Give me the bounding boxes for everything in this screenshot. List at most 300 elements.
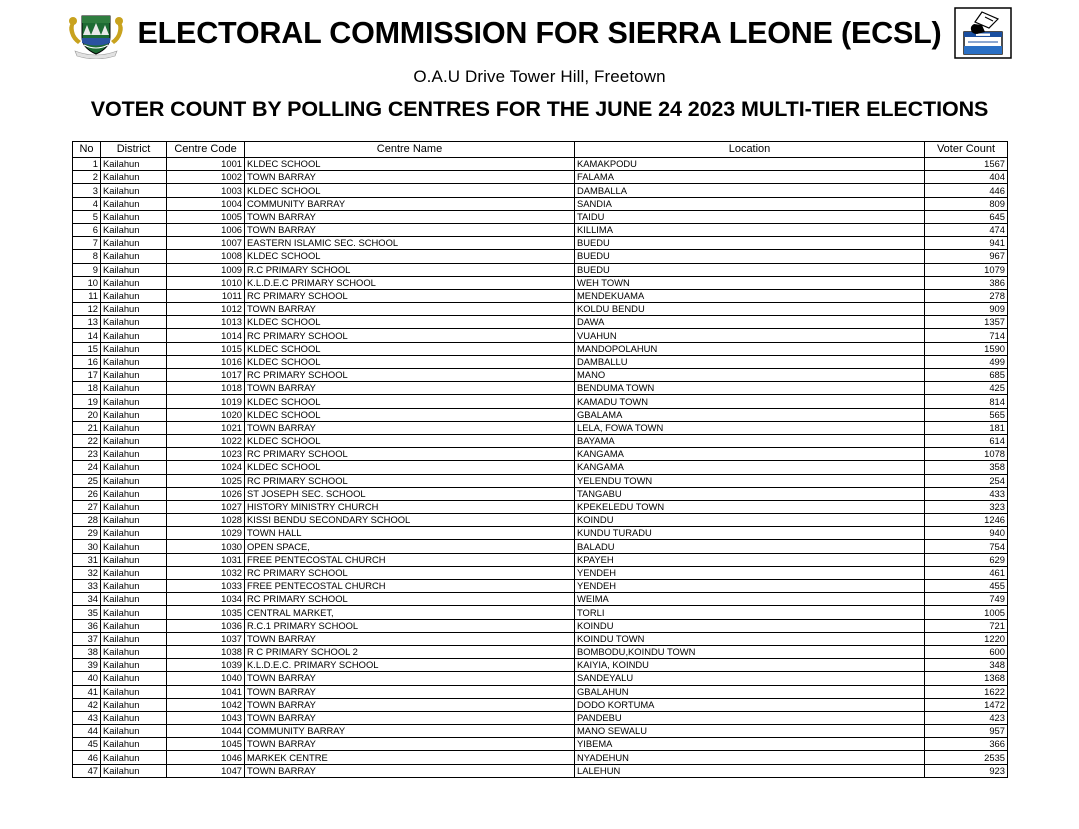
cell-location: YENDEH — [575, 580, 925, 593]
cell-no: 15 — [73, 342, 101, 355]
cell-voter-count: 1567 — [925, 158, 1008, 171]
table-header-row — [73, 142, 1008, 158]
cell-district: Kailahun — [101, 289, 167, 302]
cell-location: BUEDU — [575, 237, 925, 250]
cell-location: DODO KORTUMA — [575, 698, 925, 711]
cell-centre-code: 1011 — [167, 289, 245, 302]
cell-location: GBALAMA — [575, 408, 925, 421]
cell-centre-code: 1041 — [167, 685, 245, 698]
cell-centre-name: MARKEK CENTRE — [245, 751, 575, 764]
document-header — [0, 0, 1079, 122]
table-row — [73, 276, 1008, 289]
cell-voter-count: 923 — [925, 764, 1008, 777]
cell-no: 35 — [73, 606, 101, 619]
cell-district: Kailahun — [101, 487, 167, 500]
table-row — [73, 421, 1008, 434]
cell-centre-code: 1021 — [167, 421, 245, 434]
cell-location: KOINDU — [575, 514, 925, 527]
cell-centre-code: 1045 — [167, 738, 245, 751]
cell-centre-name: TOWN BARRAY — [245, 764, 575, 777]
table-header — [73, 142, 1008, 158]
table-row — [73, 197, 1008, 210]
cell-centre-name: OPEN SPACE, — [245, 540, 575, 553]
cell-no: 24 — [73, 461, 101, 474]
title-row — [0, 6, 1079, 60]
cell-voter-count: 749 — [925, 593, 1008, 606]
cell-no: 32 — [73, 566, 101, 579]
table-row — [73, 408, 1008, 421]
cell-location: KOLDU BENDU — [575, 303, 925, 316]
cell-location: WEIMA — [575, 593, 925, 606]
cell-voter-count: 1357 — [925, 316, 1008, 329]
table-row — [73, 672, 1008, 685]
table-row — [73, 632, 1008, 645]
cell-centre-name: RC PRIMARY SCHOOL — [245, 474, 575, 487]
table-row — [73, 580, 1008, 593]
cell-centre-code: 1047 — [167, 764, 245, 777]
cell-location: KUNDU TURADU — [575, 527, 925, 540]
cell-voter-count: 1005 — [925, 606, 1008, 619]
organization-address: O.A.U Drive Tower Hill, Freetown — [413, 67, 666, 86]
cell-no: 6 — [73, 223, 101, 236]
cell-centre-code: 1026 — [167, 487, 245, 500]
cell-centre-code: 1010 — [167, 276, 245, 289]
cell-district: Kailahun — [101, 685, 167, 698]
cell-voter-count: 1622 — [925, 685, 1008, 698]
cell-voter-count: 181 — [925, 421, 1008, 434]
cell-voter-count: 358 — [925, 461, 1008, 474]
cell-no: 22 — [73, 434, 101, 447]
cell-voter-count: 1246 — [925, 514, 1008, 527]
table-row — [73, 223, 1008, 236]
cell-district: Kailahun — [101, 184, 167, 197]
cell-district: Kailahun — [101, 619, 167, 632]
cell-centre-code: 1009 — [167, 263, 245, 276]
table-row — [73, 659, 1008, 672]
cell-centre-name: TOWN BARRAY — [245, 303, 575, 316]
cell-voter-count: 600 — [925, 645, 1008, 658]
cell-no: 13 — [73, 316, 101, 329]
cell-no: 3 — [73, 184, 101, 197]
cell-location: TANGABU — [575, 487, 925, 500]
cell-no: 11 — [73, 289, 101, 302]
cell-voter-count: 348 — [925, 659, 1008, 672]
column-header-district: District — [101, 142, 167, 158]
cell-centre-code: 1044 — [167, 725, 245, 738]
column-header-location: Location — [575, 142, 925, 158]
cell-location: DAMBALLA — [575, 184, 925, 197]
table-row — [73, 593, 1008, 606]
table-row — [73, 250, 1008, 263]
cell-district: Kailahun — [101, 263, 167, 276]
cell-voter-count: 425 — [925, 382, 1008, 395]
cell-voter-count: 461 — [925, 566, 1008, 579]
cell-centre-name: HISTORY MINISTRY CHURCH — [245, 500, 575, 513]
cell-centre-name: KLDEC SCHOOL — [245, 342, 575, 355]
cell-district: Kailahun — [101, 237, 167, 250]
cell-district: Kailahun — [101, 210, 167, 223]
cell-no: 18 — [73, 382, 101, 395]
table-row — [73, 369, 1008, 382]
table-row — [73, 725, 1008, 738]
cell-centre-code: 1036 — [167, 619, 245, 632]
cell-voter-count: 1079 — [925, 263, 1008, 276]
cell-centre-code: 1046 — [167, 751, 245, 764]
cell-location: MANO — [575, 369, 925, 382]
table-row — [73, 395, 1008, 408]
table-row — [73, 184, 1008, 197]
cell-centre-name: RC PRIMARY SCHOOL — [245, 369, 575, 382]
table-row — [73, 764, 1008, 777]
cell-voter-count: 1472 — [925, 698, 1008, 711]
cell-centre-name: KLDEC SCHOOL — [245, 408, 575, 421]
table-row — [73, 711, 1008, 724]
cell-centre-code: 1038 — [167, 645, 245, 658]
cell-centre-code: 1028 — [167, 514, 245, 527]
cell-no: 39 — [73, 659, 101, 672]
cell-centre-code: 1039 — [167, 659, 245, 672]
cell-voter-count: 645 — [925, 210, 1008, 223]
cell-district: Kailahun — [101, 514, 167, 527]
cell-location: TORLI — [575, 606, 925, 619]
cell-location: PANDEBU — [575, 711, 925, 724]
cell-voter-count: 254 — [925, 474, 1008, 487]
cell-district: Kailahun — [101, 566, 167, 579]
cell-location: KILLIMA — [575, 223, 925, 236]
cell-location: BOMBODU,KOINDU TOWN — [575, 645, 925, 658]
cell-centre-name: TOWN BARRAY — [245, 672, 575, 685]
cell-no: 37 — [73, 632, 101, 645]
cell-centre-code: 1004 — [167, 197, 245, 210]
cell-voter-count: 1590 — [925, 342, 1008, 355]
voter-count-table-wrapper — [72, 141, 1007, 778]
cell-centre-code: 1007 — [167, 237, 245, 250]
table-body — [73, 158, 1008, 778]
cell-voter-count: 499 — [925, 355, 1008, 368]
cell-voter-count: 446 — [925, 184, 1008, 197]
cell-centre-name: R C PRIMARY SCHOOL 2 — [245, 645, 575, 658]
cell-voter-count: 714 — [925, 329, 1008, 342]
cell-centre-name: TOWN BARRAY — [245, 711, 575, 724]
cell-no: 33 — [73, 580, 101, 593]
cell-centre-code: 1042 — [167, 698, 245, 711]
cell-voter-count: 323 — [925, 500, 1008, 513]
cell-no: 17 — [73, 369, 101, 382]
cell-centre-code: 1020 — [167, 408, 245, 421]
voter-count-table — [72, 141, 1008, 778]
table-row — [73, 342, 1008, 355]
cell-no: 34 — [73, 593, 101, 606]
cell-district: Kailahun — [101, 303, 167, 316]
table-row — [73, 329, 1008, 342]
cell-voter-count: 967 — [925, 250, 1008, 263]
table-row — [73, 303, 1008, 316]
cell-district: Kailahun — [101, 580, 167, 593]
cell-no: 7 — [73, 237, 101, 250]
cell-voter-count: 754 — [925, 540, 1008, 553]
cell-centre-name: TOWN BARRAY — [245, 171, 575, 184]
cell-location: MANDOPOLAHUN — [575, 342, 925, 355]
cell-centre-code: 1034 — [167, 593, 245, 606]
cell-no: 2 — [73, 171, 101, 184]
cell-location: KANGAMA — [575, 448, 925, 461]
cell-no: 19 — [73, 395, 101, 408]
cell-centre-name: COMMUNITY BARRAY — [245, 197, 575, 210]
cell-no: 26 — [73, 487, 101, 500]
cell-centre-code: 1008 — [167, 250, 245, 263]
cell-centre-code: 1035 — [167, 606, 245, 619]
table-row — [73, 540, 1008, 553]
cell-district: Kailahun — [101, 223, 167, 236]
cell-no: 38 — [73, 645, 101, 658]
cell-centre-code: 1040 — [167, 672, 245, 685]
cell-location: YELENDU TOWN — [575, 474, 925, 487]
cell-no: 10 — [73, 276, 101, 289]
cell-centre-name: KLDEC SCHOOL — [245, 316, 575, 329]
cell-no: 21 — [73, 421, 101, 434]
table-row — [73, 514, 1008, 527]
cell-no: 25 — [73, 474, 101, 487]
column-header-centre-code: Centre Code — [167, 142, 245, 158]
cell-district: Kailahun — [101, 500, 167, 513]
cell-voter-count: 941 — [925, 237, 1008, 250]
cell-centre-code: 1027 — [167, 500, 245, 513]
table-row — [73, 289, 1008, 302]
cell-centre-name: K.L.D.E.C. PRIMARY SCHOOL — [245, 659, 575, 672]
cell-centre-code: 1037 — [167, 632, 245, 645]
cell-location: NYADEHUN — [575, 751, 925, 764]
cell-voter-count: 614 — [925, 434, 1008, 447]
cell-centre-code: 1024 — [167, 461, 245, 474]
cell-location: KOINDU TOWN — [575, 632, 925, 645]
cell-no: 30 — [73, 540, 101, 553]
cell-centre-name: K.L.D.E.C PRIMARY SCHOOL — [245, 276, 575, 289]
cell-no: 16 — [73, 355, 101, 368]
cell-centre-name: KLDEC SCHOOL — [245, 434, 575, 447]
cell-district: Kailahun — [101, 738, 167, 751]
cell-no: 47 — [73, 764, 101, 777]
table-row — [73, 645, 1008, 658]
table-row — [73, 738, 1008, 751]
cell-district: Kailahun — [101, 645, 167, 658]
table-row — [73, 619, 1008, 632]
cell-no: 46 — [73, 751, 101, 764]
cell-centre-code: 1018 — [167, 382, 245, 395]
cell-centre-name: RC PRIMARY SCHOOL — [245, 593, 575, 606]
cell-no: 45 — [73, 738, 101, 751]
cell-centre-code: 1023 — [167, 448, 245, 461]
cell-centre-code: 1031 — [167, 553, 245, 566]
cell-location: BUEDU — [575, 263, 925, 276]
cell-centre-name: RC PRIMARY SCHOOL — [245, 289, 575, 302]
cell-location: SANDIA — [575, 197, 925, 210]
cell-district: Kailahun — [101, 171, 167, 184]
cell-location: BAYAMA — [575, 434, 925, 447]
cell-district: Kailahun — [101, 329, 167, 342]
table-row — [73, 751, 1008, 764]
cell-voter-count: 404 — [925, 171, 1008, 184]
cell-district: Kailahun — [101, 474, 167, 487]
cell-voter-count: 423 — [925, 711, 1008, 724]
cell-centre-code: 1032 — [167, 566, 245, 579]
cell-location: DAWA — [575, 316, 925, 329]
cell-location: BUEDU — [575, 250, 925, 263]
cell-centre-code: 1025 — [167, 474, 245, 487]
table-row — [73, 237, 1008, 250]
table-row — [73, 434, 1008, 447]
table-row — [73, 487, 1008, 500]
table-row — [73, 382, 1008, 395]
cell-centre-name: TOWN BARRAY — [245, 223, 575, 236]
cell-centre-name: KLDEC SCHOOL — [245, 355, 575, 368]
table-row — [73, 527, 1008, 540]
cell-district: Kailahun — [101, 342, 167, 355]
cell-centre-code: 1015 — [167, 342, 245, 355]
cell-centre-code: 1019 — [167, 395, 245, 408]
cell-no: 36 — [73, 619, 101, 632]
cell-location: YIBEMA — [575, 738, 925, 751]
cell-no: 28 — [73, 514, 101, 527]
cell-centre-code: 1016 — [167, 355, 245, 368]
cell-district: Kailahun — [101, 395, 167, 408]
cell-district: Kailahun — [101, 751, 167, 764]
cell-no: 31 — [73, 553, 101, 566]
cell-centre-code: 1006 — [167, 223, 245, 236]
cell-no: 40 — [73, 672, 101, 685]
cell-centre-code: 1003 — [167, 184, 245, 197]
cell-location: VUAHUN — [575, 329, 925, 342]
cell-location: YENDEH — [575, 566, 925, 579]
table-row — [73, 158, 1008, 171]
cell-location: KAMAKPODU — [575, 158, 925, 171]
cell-centre-name: KLDEC SCHOOL — [245, 461, 575, 474]
cell-voter-count: 433 — [925, 487, 1008, 500]
cell-location: TAIDU — [575, 210, 925, 223]
cell-centre-name: TOWN BARRAY — [245, 685, 575, 698]
cell-no: 4 — [73, 197, 101, 210]
cell-district: Kailahun — [101, 158, 167, 171]
cell-location: KOINDU — [575, 619, 925, 632]
document-title: VOTER COUNT BY POLLING CENTRES FOR THE JUNE 24 2023 MULTI-TIER ELECTIONS — [90, 97, 989, 121]
cell-location: MANO SEWALU — [575, 725, 925, 738]
column-header-centre-name: Centre Name — [245, 142, 575, 158]
cell-voter-count: 565 — [925, 408, 1008, 421]
cell-district: Kailahun — [101, 553, 167, 566]
cell-voter-count: 474 — [925, 223, 1008, 236]
table-row — [73, 685, 1008, 698]
cell-no: 23 — [73, 448, 101, 461]
table-row — [73, 210, 1008, 223]
cell-district: Kailahun — [101, 448, 167, 461]
cell-centre-code: 1029 — [167, 527, 245, 540]
cell-location: KPEKELEDU TOWN — [575, 500, 925, 513]
cell-centre-name: KLDEC SCHOOL — [245, 250, 575, 263]
cell-district: Kailahun — [101, 461, 167, 474]
cell-centre-name: COMMUNITY BARRAY — [245, 725, 575, 738]
cell-voter-count: 685 — [925, 369, 1008, 382]
table-row — [73, 474, 1008, 487]
cell-voter-count: 1078 — [925, 448, 1008, 461]
cell-location: MENDEKUAMA — [575, 289, 925, 302]
cell-district: Kailahun — [101, 355, 167, 368]
cell-centre-name: R.C PRIMARY SCHOOL — [245, 263, 575, 276]
cell-location: LALEHUN — [575, 764, 925, 777]
cell-centre-code: 1013 — [167, 316, 245, 329]
cell-district: Kailahun — [101, 632, 167, 645]
cell-no: 12 — [73, 303, 101, 316]
table-row — [73, 566, 1008, 579]
cell-no: 9 — [73, 263, 101, 276]
cell-voter-count: 940 — [925, 527, 1008, 540]
column-header-no: No — [73, 142, 101, 158]
cell-centre-code: 1030 — [167, 540, 245, 553]
cell-centre-name: FREE PENTECOSTAL CHURCH — [245, 580, 575, 593]
cell-centre-name: RC PRIMARY SCHOOL — [245, 448, 575, 461]
cell-voter-count: 909 — [925, 303, 1008, 316]
cell-location: DAMBALLU — [575, 355, 925, 368]
organization-title: ELECTORAL COMMISSION FOR SIERRA LEONE (ECSL) — [137, 15, 942, 50]
table-row — [73, 553, 1008, 566]
cell-location: LELA, FOWA TOWN — [575, 421, 925, 434]
cell-no: 14 — [73, 329, 101, 342]
cell-district: Kailahun — [101, 250, 167, 263]
cell-voter-count: 2535 — [925, 751, 1008, 764]
cell-no: 27 — [73, 500, 101, 513]
cell-centre-name: ST JOSEPH SEC. SCHOOL — [245, 487, 575, 500]
cell-location: WEH TOWN — [575, 276, 925, 289]
cell-voter-count: 386 — [925, 276, 1008, 289]
cell-voter-count: 1220 — [925, 632, 1008, 645]
cell-district: Kailahun — [101, 434, 167, 447]
cell-centre-name: CENTRAL MARKET, — [245, 606, 575, 619]
cell-voter-count: 366 — [925, 738, 1008, 751]
cell-centre-code: 1022 — [167, 434, 245, 447]
cell-centre-name: TOWN BARRAY — [245, 698, 575, 711]
cell-centre-code: 1001 — [167, 158, 245, 171]
cell-centre-name: TOWN BARRAY — [245, 382, 575, 395]
cell-district: Kailahun — [101, 382, 167, 395]
cell-centre-name: TOWN BARRAY — [245, 738, 575, 751]
cell-centre-name: TOWN BARRAY — [245, 421, 575, 434]
cell-district: Kailahun — [101, 540, 167, 553]
cell-no: 41 — [73, 685, 101, 698]
cell-centre-code: 1012 — [167, 303, 245, 316]
table-row — [73, 316, 1008, 329]
cell-district: Kailahun — [101, 369, 167, 382]
cell-centre-name: FREE PENTECOSTAL CHURCH — [245, 553, 575, 566]
cell-voter-count: 957 — [925, 725, 1008, 738]
table-row — [73, 171, 1008, 184]
cell-district: Kailahun — [101, 659, 167, 672]
cell-location: BALADU — [575, 540, 925, 553]
cell-location: FALAMA — [575, 171, 925, 184]
table-row — [73, 355, 1008, 368]
cell-centre-code: 1002 — [167, 171, 245, 184]
cell-district: Kailahun — [101, 421, 167, 434]
cell-district: Kailahun — [101, 725, 167, 738]
cell-no: 29 — [73, 527, 101, 540]
table-row — [73, 698, 1008, 711]
cell-location: KPAYEH — [575, 553, 925, 566]
cell-centre-name: TOWN BARRAY — [245, 210, 575, 223]
cell-centre-name: TOWN HALL — [245, 527, 575, 540]
cell-voter-count: 278 — [925, 289, 1008, 302]
table-row — [73, 448, 1008, 461]
cell-centre-name: TOWN BARRAY — [245, 632, 575, 645]
cell-location: KANGAMA — [575, 461, 925, 474]
cell-centre-name: EASTERN ISLAMIC SEC. SCHOOL — [245, 237, 575, 250]
cell-district: Kailahun — [101, 593, 167, 606]
